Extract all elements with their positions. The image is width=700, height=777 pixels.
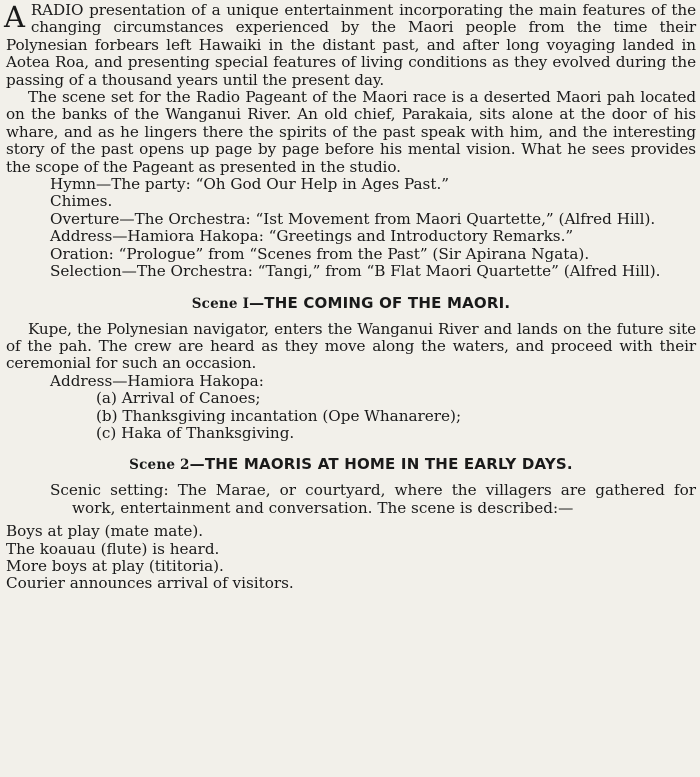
scene2-line: Courier announces arrival of visitors.	[6, 574, 294, 593]
programme-list	[6, 176, 696, 280]
scene1-address: Address—Hamiora Hakopa:	[50, 371, 264, 390]
scene2-label: Scene 2	[129, 457, 190, 474]
scene2-line: The koauau (flute) is heard.	[6, 539, 220, 558]
scene1-item: (b) Thanksgiving incantation (Ope Whanarere);	[96, 406, 462, 425]
programme-item: Selection—The Orchestra: “Tangi,” from “B Flat Maori Quartette” (Alfred Hill).	[50, 262, 661, 281]
scene2-title: —THE MAORIS AT HOME IN THE EARLY DAYS.	[189, 455, 573, 474]
intro-paragraph	[6, 2, 696, 89]
scene1-paragraph: Kupe, the Polynesian navigator, enters the Wanganui River and lands on the future site of the pah. The crew are heard as they move along the waters, and proceed with their ceremonial for such an occasion.	[6, 319, 696, 373]
scene2-line: Boys at play (mate mate).	[6, 522, 204, 541]
scene2-setting: Scenic setting: The Marae, or courtyard, where the villagers are gathered for work, entertainment and conversation. The scene is described:—	[50, 481, 696, 517]
scene-set-paragraph: The scene set for the Radio Pageant of the Maori race is a deserted Maori pah located on the banks of the Wanganui River. An old chief, Parakaia, sits alone at the door of his whare, and as he lingers there the spirits of the past speak with him, and the interesting story of the past opens up page by page before his mental vision. What he sees provides the scope of the Pageant as presented in the studio.	[6, 88, 696, 176]
programme-item: Chimes.	[50, 192, 113, 211]
intro-text: RADIO presentation of a unique entertainment incorporating the main features of the changing circumstances experienced by the Maori people from the time their Polynesian forbears left Hawaiki in the distant past, and after long voyaging landed in Aotea Roa, and presenting special features of living conditions as they evolved during the passing of a thousand years until the present day.	[6, 1, 696, 89]
scene1-title: —THE COMING OF THE MAORI.	[249, 293, 511, 312]
programme-item: Overture—The Orchestra: “Ist Movement from Maori Quartette,” (Alfred Hill).	[50, 209, 656, 228]
document-page	[6, 2, 696, 593]
programme-item: Hymn—The party: “Oh God Our Help in Ages Past.”	[50, 175, 450, 194]
scene1-label: Scene I	[191, 295, 250, 312]
programme-item: Address—Hamiora Hakopa: “Greetings and Introductory Remarks.”	[50, 227, 574, 246]
programme-item: Oration: “Prologue” from “Scenes from the Past” (Sir Apirana Ngata).	[50, 244, 590, 263]
scene1-heading	[6, 294, 696, 313]
scene2-line: More boys at play (tititoria).	[6, 556, 224, 575]
scene2-heading	[6, 455, 696, 474]
scene1-item: (c) Haka of Thanksgiving.	[96, 423, 295, 442]
drop-cap: A	[4, 0, 25, 34]
scene1-item: (a) Arrival of Canoes;	[96, 389, 261, 408]
